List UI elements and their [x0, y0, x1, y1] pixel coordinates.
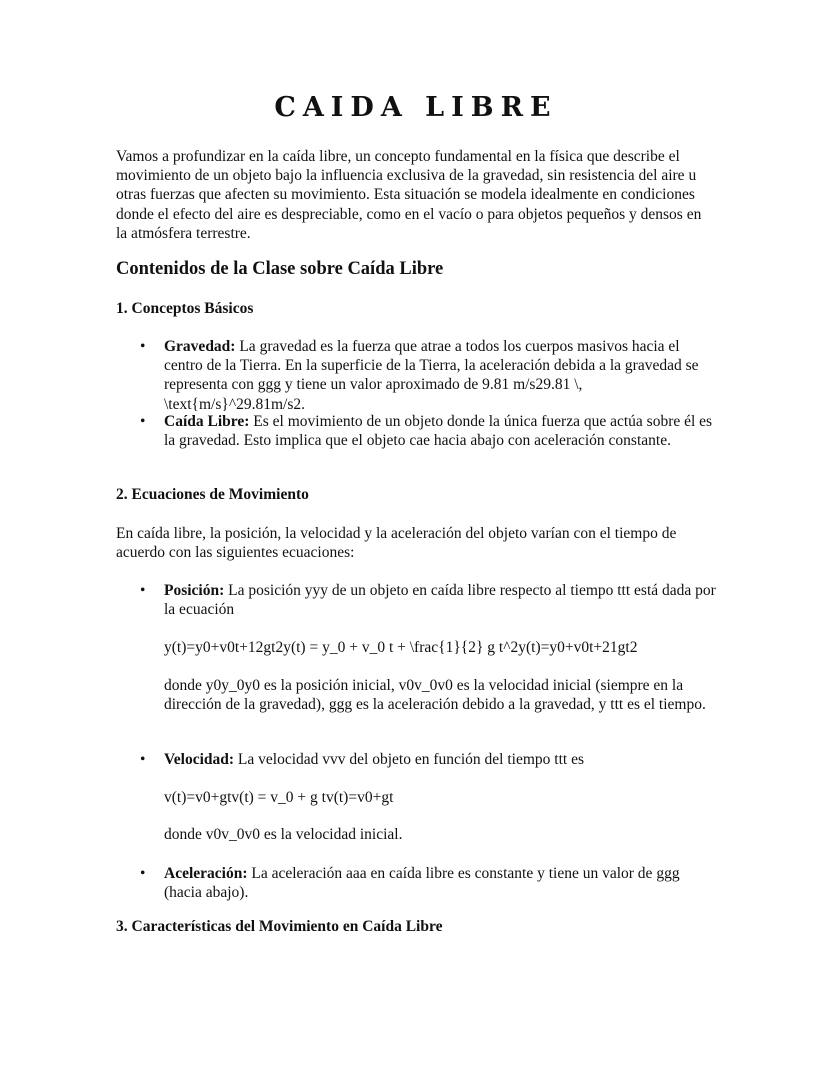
- intro-paragraph: Vamos a profundizar en la caída libre, un concepto fundamental en la física que describe el movimiento de un objeto bajo la influencia exclusiva de la gravedad, sin resistencia del aire u otras fuerzas que afecten su movimiento. Esta situación se modela idealmente en condiciones donde el efecto del aire es despreciable, como en el vacío o para objetos pequeños y densos en la atmósfera terrestre.: [116, 148, 702, 242]
- bullet-label: Caída Libre:: [164, 413, 250, 430]
- bullet-text: La aceleración aaa en caída libre es constante y tiene un valor de ggg (hacia abajo).: [164, 865, 680, 902]
- bullet-label: Posición:: [164, 582, 225, 599]
- bullet-icon: •: [140, 338, 146, 355]
- velocity-note: donde v0v_0v0 es la velocidad inicial.: [164, 826, 403, 843]
- page-title: CAIDA LIBRE: [274, 92, 558, 123]
- position-note: donde y0y_0y0 es la posición inicial, v0v_0v0 es la velocidad inicial (siempre en la dirección de la gravedad), ggg es la aceleración debido a la gravedad, y ttt es el tiempo.: [164, 677, 706, 714]
- bullet-text: La gravedad es la fuerza que atrae a todos los cuerpos masivos hacia el centro de la Tierra. En la superficie de la Tierra, la aceleración debida a la gravedad se representa con ggg y tiene un valor aproximado de 9.81 m/s29.81 \, \text{m/s}^29.81m/s2.: [164, 338, 699, 413]
- section2-intro: En caída libre, la posición, la velocidad y la aceleración del objeto varían con el tiempo de acuerdo con las siguientes ecuaciones:: [116, 525, 677, 562]
- bullet-icon: •: [140, 413, 146, 430]
- section1-heading: 1. Conceptos Básicos: [116, 300, 254, 317]
- section3-heading: 3. Características del Movimiento en Caída Libre: [116, 918, 443, 935]
- list-item-velocidad: [140, 750, 716, 769]
- list-item-posicion: [140, 581, 716, 619]
- bullet-icon: •: [140, 751, 146, 768]
- contents-heading: Contenidos de la Clase sobre Caída Libre: [116, 259, 444, 279]
- list-item-aceleracion: [140, 864, 716, 902]
- bullet-icon: •: [140, 582, 146, 599]
- bullet-text: La velocidad vvv del objeto en función del tiempo ttt es: [234, 751, 584, 768]
- bullet-text: La posición yyy de un objeto en caída libre respecto al tiempo ttt está dada por la ecuación: [164, 582, 716, 619]
- bullet-label: Velocidad:: [164, 751, 235, 768]
- bullet-text: Es el movimiento de un objeto donde la única fuerza que actúa sobre él es la gravedad. Esto implica que el objeto cae hacia abajo con aceleración constante.: [164, 413, 713, 450]
- list-item-caida-libre: [140, 412, 716, 450]
- position-equation: y(t)=y0+v0t+12gt2y(t) = y_0 + v_0 t + \frac{1}{2} g t^2y(t)=y0+v0t+21gt2: [164, 639, 638, 656]
- bullet-label: Aceleración:: [164, 865, 248, 882]
- list-item-gravedad: [140, 337, 716, 414]
- velocity-equation: v(t)=v0+gtv(t) = v_0 + g tv(t)=v0+gt: [164, 789, 394, 806]
- bullet-icon: •: [140, 865, 146, 882]
- section2-heading: 2. Ecuaciones de Movimiento: [116, 486, 309, 503]
- bullet-label: Gravedad:: [164, 338, 236, 355]
